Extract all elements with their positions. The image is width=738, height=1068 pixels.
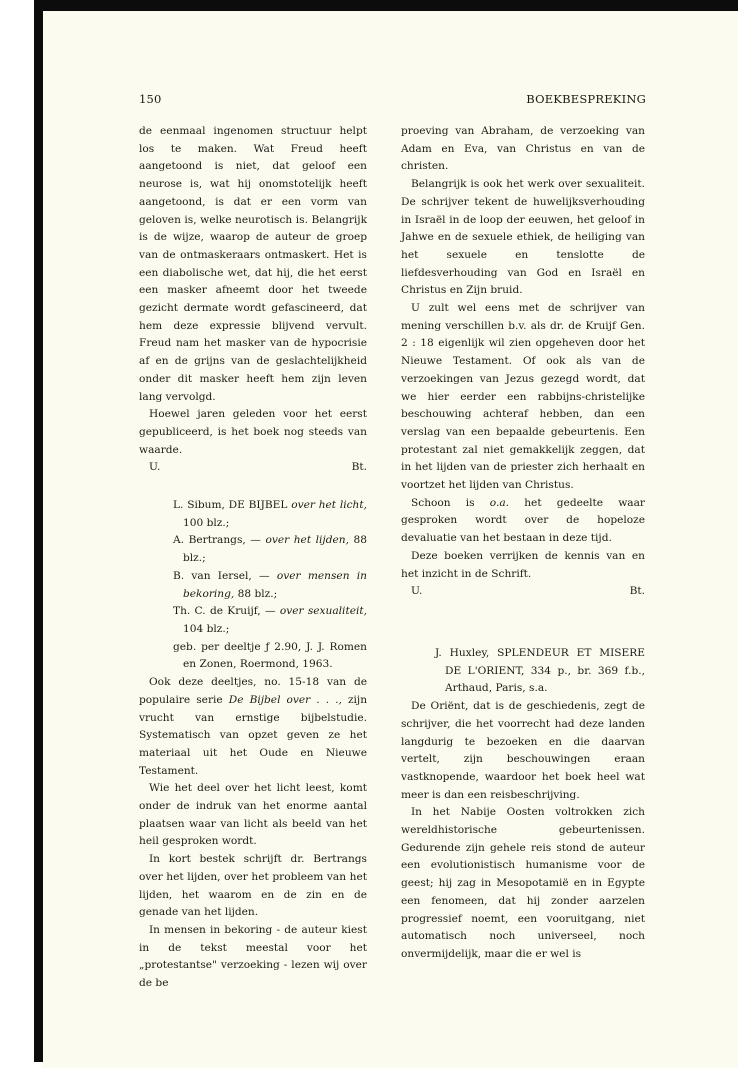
signature-initial: U. [149, 461, 161, 474]
book-entry [435, 645, 645, 698]
book-entry-line: Th. C. de Kruijf, — over sexualiteit, 104 blz.; [173, 605, 367, 635]
book-entry-line: geb. per deeltje ƒ 2.90, J. J. Romen en Zonen, Roermond, 1963. [173, 640, 367, 671]
signature [401, 583, 645, 601]
page-number: 150 [139, 92, 162, 106]
book-entry-line: L. Sibum, DE BIJBEL over het licht, 100 blz.; [173, 499, 367, 529]
book-entry-line: J. Huxley, SPLENDEUR ET MISERE DE L'ORIENT, 334 p., br. 369 f.b., Arthaud, Paris, s.a. [435, 646, 645, 695]
paragraph: de eenmaal ingenomen structuur helpt los te maken. Wat Freud heeft aangetoond is niet, dat geloof een neurose is, wat hij onomstotelijk heeft aangetoond, is dat er een vorm van geloven is, welke neurotisch is. Belangrijk is de wijze, waarop de auteur de groep van de ontmaskeraars ontmaskert. Het is een diabolische wet, dat hij, die het eerst een masker afneemt door het tweede gezicht dermate wordt gefascineerd, dat hem deze expressie blijvend vervult. Freud nam het masker van de hypocrisie af en de grijns van de geslachtelijkheid onder dit masker heeft hem zijn leven lang vervolgd. [139, 125, 367, 403]
running-title: BOEKBESPREKING [526, 92, 646, 106]
left-column [139, 123, 367, 993]
paragraph: In het Nabije Oosten voltrokken zich wereldhistorische gebeurtenissen. Gedurende zijn gehele reis stond de auteur een evolutionistisch humanisme voor de geest; hij zag in Mesopotamië en in Egypte een fenomeen, dat hij zonder aarzelen progressief noemt, een vooruitgang, niet automatisch noch universeel, noch onvermijdelijk, maar die er wel is [401, 806, 645, 960]
paragraph: Schoon is o.a. het gedeelte waar gesproken wordt over de hopeloze devaluatie van het bestaan in deze tijd. [401, 496, 645, 545]
paragraph: De Oriënt, dat is de geschiedenis, zegt de schrijver, die het voorrecht had deze landen langdurig te bezoeken en die daarvan vertelt, zijn beschouwingen eraan vastknopende, waardoor het boek heel wat meer is dan een reisbeschrijving. [401, 700, 645, 801]
signature-reviewer: Bt. [351, 461, 367, 474]
paragraph: Wie het deel over het licht leest, komt onder de indruk van het enorme aantal plaatsen waar van licht als beeld van het heil gesproken wordt. [139, 782, 367, 848]
paragraph: U zult wel eens met de schrijver van mening verschillen b.v. als dr. de Kruijf Gen. 2 : 18 eigenlijk wil zien opgeheven door het Nieuwe Testament. Of ook als van de verzoekingen van Jezus gezegd wordt, dat we hier eerder een rabbijns-christelijke beschouwing achteraf hebben, dan een verslag van een bepaalde gebeurtenis. Een protestant zal niet gemakkelijk zeggen, dat in het lijden van de priester zich herhaalt en voortzet het lijden van Christus. [401, 302, 645, 492]
book-entry-line: B. van Iersel, — over mensen in bekoring, 88 blz.; [173, 569, 368, 600]
paragraph: In kort bestek schrijft dr. Bertrangs over het lijden, over het probleem van het lijden, het waarom en de zin en de genade van het lijden. [139, 853, 367, 919]
signature [139, 459, 367, 477]
paragraph: Ook deze deeltjes, no. 15-18 van de populaire serie De Bijbel over . . ., zijn vrucht van ernstige bijbelstudie. Systematisch van opzet geven ze het materiaal uit het Oude en Nieuwe Testament. [139, 676, 368, 777]
signature-initial: U. [411, 585, 423, 598]
right-column [401, 123, 645, 964]
paragraph: Deze boeken verrijken de kennis van en het inzicht in de Schrift. [401, 549, 645, 580]
paragraph: proeving van Abraham, de verzoeking van Adam en Eva, van Christus en van de christen. [401, 125, 645, 173]
book-entry-line: A. Bertrangs, — over het lijden, 88 blz.; [173, 534, 367, 565]
book-entry [173, 497, 367, 674]
scan-border-top [34, 0, 738, 11]
scan-border-left [34, 0, 43, 1062]
paragraph: Hoewel jaren geleden voor het eerst gepubliceerd, is het boek nog steeds van waarde. [139, 408, 367, 456]
paragraph: In mensen in bekoring - de auteur kiest in de tekst meestal voor het „protestantse" verzoeking - lezen wij over de be [139, 923, 367, 990]
signature-reviewer: Bt. [629, 585, 645, 598]
paragraph: Belangrijk is ook het werk over sexualiteit. De schrijver tekent de huwelijksverhouding in Israël in de loop der eeuwen, het geloof in Jahwe en de sexuele ethiek, de heiliging van het sexuele en tenslotte de liefdesverhouding van God en Israël en Christus en Zijn bruid. [401, 178, 645, 297]
